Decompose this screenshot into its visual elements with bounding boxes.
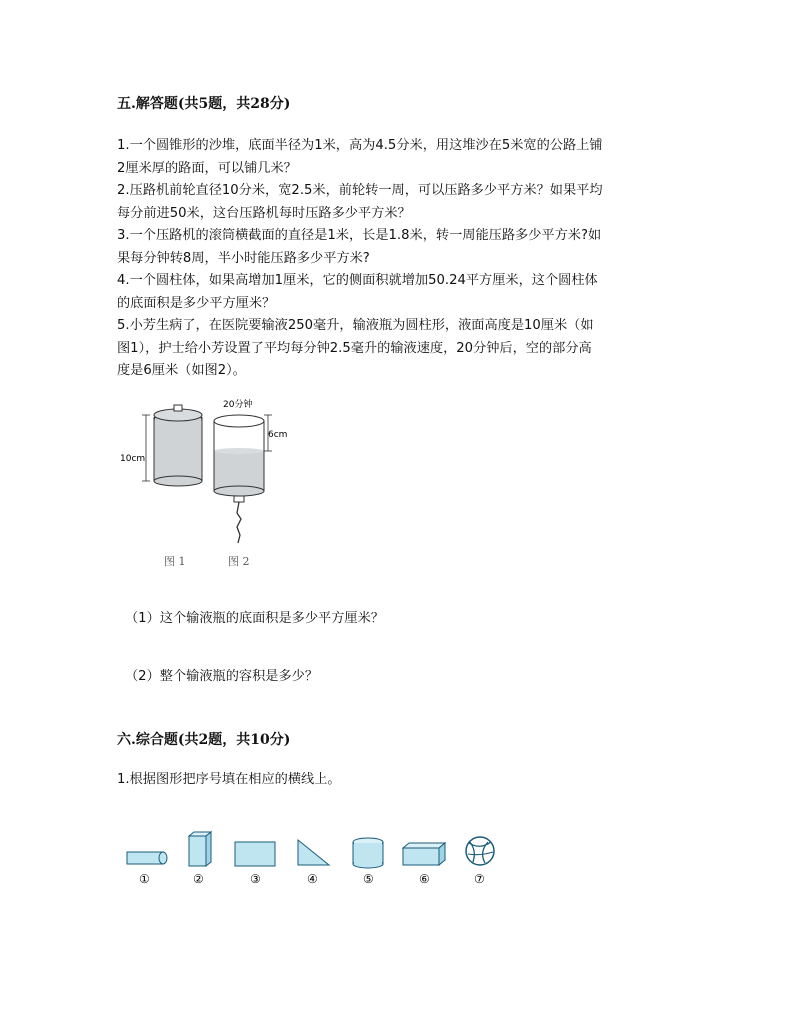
label-shape-7: ⑦ (474, 872, 485, 886)
caption-figure-1: 图 1 (164, 555, 186, 568)
section-6-question-1: 1.根据图形把序号填在相应的横线上。 (117, 772, 341, 787)
q4-line2: 的底面积是多少平方厘米？ (117, 295, 276, 311)
caption-figure-2: 图 2 (228, 555, 250, 568)
shapes-row (117, 830, 517, 890)
q3-line2: 果每分钟转8周，半小时能压路多少平方米? (117, 250, 370, 266)
q5-line3: 度是6厘米（如图2）。 (117, 363, 246, 378)
label-shape-1: ① (139, 872, 150, 886)
label-shape-6: ⑥ (419, 872, 430, 886)
label-shape-4: ④ (307, 872, 318, 886)
label-20min: 20分钟 (223, 400, 253, 410)
sub-question-2: （2）整个输液瓶的容积是多少？ (125, 669, 319, 684)
q1-line1: 1.一个圆锥形的沙堆，底面半径为1米，高为4.5分米，用这堆沙在5米宽的公路上铺 (117, 138, 603, 153)
label-shape-2: ② (193, 872, 204, 886)
label-shape-5: ⑤ (363, 872, 374, 886)
shape-tall-cuboid (189, 832, 211, 886)
label-shape-3: ③ (250, 872, 261, 886)
section-6-title: 六.综合题(共2题，共10分) (117, 732, 291, 748)
bottle-figure-1 (120, 405, 202, 486)
section-5-title: 五.解答题(共5题，共28分) (117, 96, 291, 112)
label-10cm: 10cm (120, 454, 146, 464)
q5-line2: 图1），护士给小芳设置了平均每分钟2.5毫升的输液速度，20分钟后，空的部分高 (117, 340, 592, 356)
question-list (117, 135, 687, 383)
q2-line2: 每分前进50米，这台压路机每时压路多少平方米？ (117, 205, 411, 221)
label-6cm: 6cm (268, 430, 288, 440)
q4-line1: 4.一个圆柱体，如果高增加1厘米，它的侧面积就增加50.24平方厘米，这个圆柱体 (117, 273, 598, 288)
q5-line1: 5.小芳生病了，在医院要输液250毫升，输液瓶为圆柱形，液面高度是10厘米（如 (117, 318, 594, 333)
shape-horizontal-cylinder (127, 852, 167, 886)
shape-right-triangle (298, 840, 329, 886)
q2-line1: 2.压路机前轮直径10分米，宽2.5米，前轮转一周，可以压路多少平方米？如果平均 (117, 183, 603, 198)
sub-question-1: （1）这个输液瓶的底面积是多少平方厘米？ (125, 611, 384, 626)
iv-bottle-figure (118, 393, 288, 573)
shape-flat-cuboid (403, 843, 445, 886)
shape-upright-cylinder (353, 838, 383, 886)
shape-volleyball (466, 837, 494, 886)
shape-rectangle (235, 842, 275, 886)
q3-line1: 3.一个压路机的滚筒横截面的直径是1米，长是1.8米，转一周能压路多少平方米?如 (117, 228, 602, 243)
q1-line2: 2厘米厚的路面，可以铺几米？ (117, 160, 297, 176)
bottle-figure-2 (214, 398, 287, 543)
